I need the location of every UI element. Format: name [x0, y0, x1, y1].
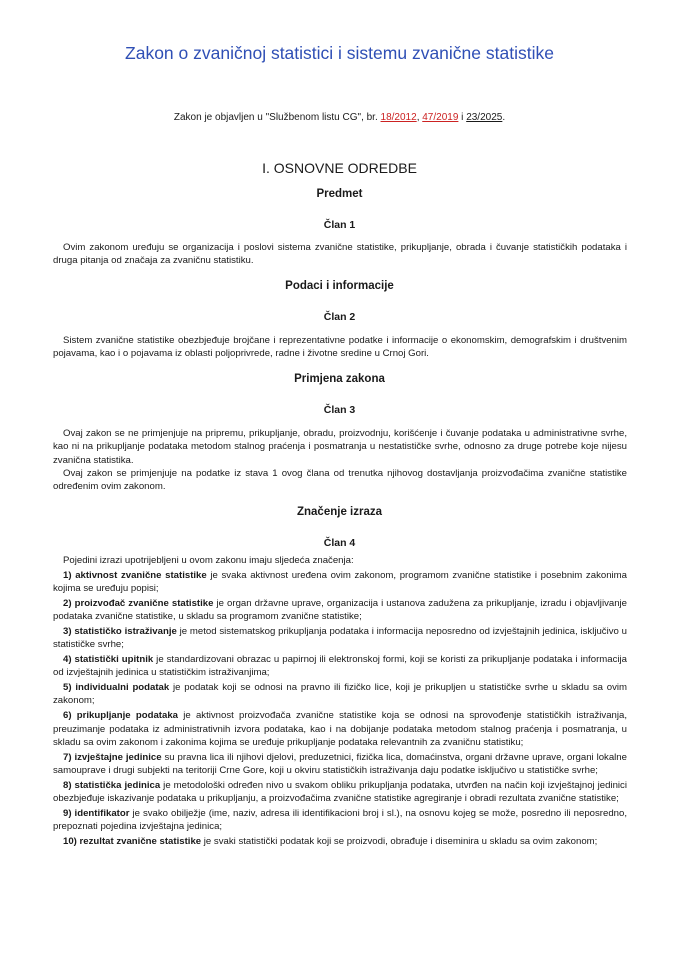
section-title: I. OSNOVNE ODREDBE — [262, 160, 417, 176]
definition-term: izvještajne jedinice — [74, 751, 162, 763]
definition-item: 5) individualni podatak je podatak koji se odnosi na pravno ili fizičko lice, koji je prikupljen u statističke svrhe u skladu sa ovim zakonom; — [53, 682, 628, 707]
publication-prefix: Zakon je objavljen u "Službenom listu CG", br. — [173, 112, 378, 123]
document-title: Zakon o zvaničnoj statistici i sistemu zvanične statistike — [125, 43, 554, 63]
definition-term: statističko istraživanje — [74, 625, 177, 637]
definition-item: 10) rezultat zvanične statistike je svaki statistički podatak koji se proizvodi, obrađuje i diseminira u skladu sa ovim zakonom; — [63, 835, 598, 847]
definition-term: prikupljanje podataka — [76, 710, 178, 722]
article-2-label: Član 2 — [323, 311, 356, 323]
gazette-link-2025[interactable]: 23/2025 — [466, 112, 503, 123]
definition-term: aktivnost zvanične statistike — [75, 569, 207, 581]
gazette-link-2019[interactable]: 47/2019 — [422, 112, 459, 123]
article-1-text: Ovim zakonom uređuju se organizacija i poslovi sistema zvanične statistike, prikupljanje, obrada i čuvanje statističkih podataka i druga pitanja od značaja za zvaničnu statistiku. — [53, 242, 627, 267]
definition-item: 9) identifikator je svako obilježje (ime, naziv, adresa ili identifikacioni broj i sl.), na osnovu kojeg se može, posredno ili neposredno, prepoznati pojedina izvještajna jedinica; — [53, 807, 627, 833]
definition-term: individualni podatak — [75, 682, 170, 694]
article-3-label: Član 3 — [323, 404, 356, 416]
article-4-intro: Pojedini izrazi upotrijebljeni u ovom zakonu imaju sljedeća značenja: — [63, 555, 354, 566]
article-3-para-2: Ovaj zakon se primjenjuje na podatke iz stava 1 ovog člana od trenutka njihovog dostavljanja proizvođačima zvanične statistike određenim ovim zakonom. — [53, 468, 627, 493]
article-2-text: Sistem zvanične statistike obezbjeđuje brojčane i reprezentativne podatke i informacije o ekonomskim, demografskim i društvenim pojavama, kao i o pojavama iz oblasti poljoprivrede, radne i životne sredine u Crnoj Gori. — [53, 335, 627, 360]
definition-term: statistička jedinica — [74, 779, 161, 791]
heading-primjena: Primjena zakona — [294, 373, 385, 385]
article-4-label: Član 4 — [323, 537, 356, 549]
publication-note: Zakon je objavljen u "Službenom listu CG", br. 18/2012, 47/2019 i 23/2025. — [173, 112, 506, 123]
definition-item: 3) statističko istraživanje je metod sistematskog prikupljanja podataka i informacija neposredno od izvještajnih jedinica, isključivo u statističke svrhe; — [53, 625, 627, 651]
definition-item: 1) aktivnost zvanične statistike je svaka aktivnost uređena ovim zakonom, programom zvanične statistike i posebnim zakonima kojima se uređuju popisi; — [53, 569, 627, 595]
definition-item: 4) statistički upitnik je standardizovani obrazac u papirnoj ili elektronskoj formi, koji se koristi za prikupljanje podataka i informacija od izvještajnih jedinica u statističkim istraživanjima; — [53, 654, 627, 679]
heading-podaci: Podaci i informacije — [285, 280, 394, 292]
article-4-body — [53, 554, 627, 850]
definition-item: 2) proizvođač zvanične statistike je organ državne uprave, organizacija i ustanova zadužena za prikupljanje, izradu i objavljivanje podataka zvanične statistike, u skladu sa programom zvanične statistike; — [53, 597, 628, 623]
heading-znacenje: Značenje izraza — [296, 506, 382, 518]
article-1-label: Član 1 — [323, 219, 356, 231]
article-3-para-1: Ovaj zakon se ne primjenjuje na pripremu, prikupljanje, obradu, proizvodnju, korišćenje i čuvanje podataka u administrativne svrhe, kao ni na prikupljanje podataka metodom stalnog praćenja i posmatranja u nestatističke svrhe, odnosno za druge potrebe koje nijesu zvanična statistika. — [53, 428, 627, 466]
heading-predmet: Predmet — [316, 188, 363, 200]
gazette-link-2012[interactable]: 18/2012 — [380, 112, 417, 123]
definition-item: 6) prikupljanje podataka je aktivnost proizvođača zvanične statistike koja se odnosi na sprovođenje statističkih istraživanja, preuzimanje podataka iz administrativnih izvora podataka, kao i na dobijanje podataka metodom stalnog praćenja i posmatranja, u skladu sa ovim zakonom i zakonima kojima se uređuje prikupljanje podataka relevantnih za zvaničnu statistiku; — [53, 710, 627, 748]
definition-term: rezultat zvanične statistike — [79, 835, 202, 847]
definition-item: 7) izvještajne jedinice su pravna lica ili njihovi djelovi, preduzetnici, fizička lica, domaćinstva, organi državne uprave, organi lokalne samouprave i drugi subjekti na teritoriji Crne Gore, koji u okviru statističkih istraživanja daju podatke isključivo u statističke svrhe; — [53, 751, 627, 776]
definition-term: proizvođač zvanične statistike — [74, 597, 214, 609]
definition-term: identifikator — [74, 807, 130, 819]
definition-item: 8) statistička jedinica je metodološki određen nivo u svakom obliku prikupljanja podataka, utvrđen na način koji izvještajnoj jedinici obezbjeđuje iskazivanje podataka u prikupljanju, a proizvođačima zvanične statistike agregiranje i obradi rezultata zvanične statistike; — [53, 779, 627, 805]
definition-term: statistički upitnik — [74, 654, 154, 666]
